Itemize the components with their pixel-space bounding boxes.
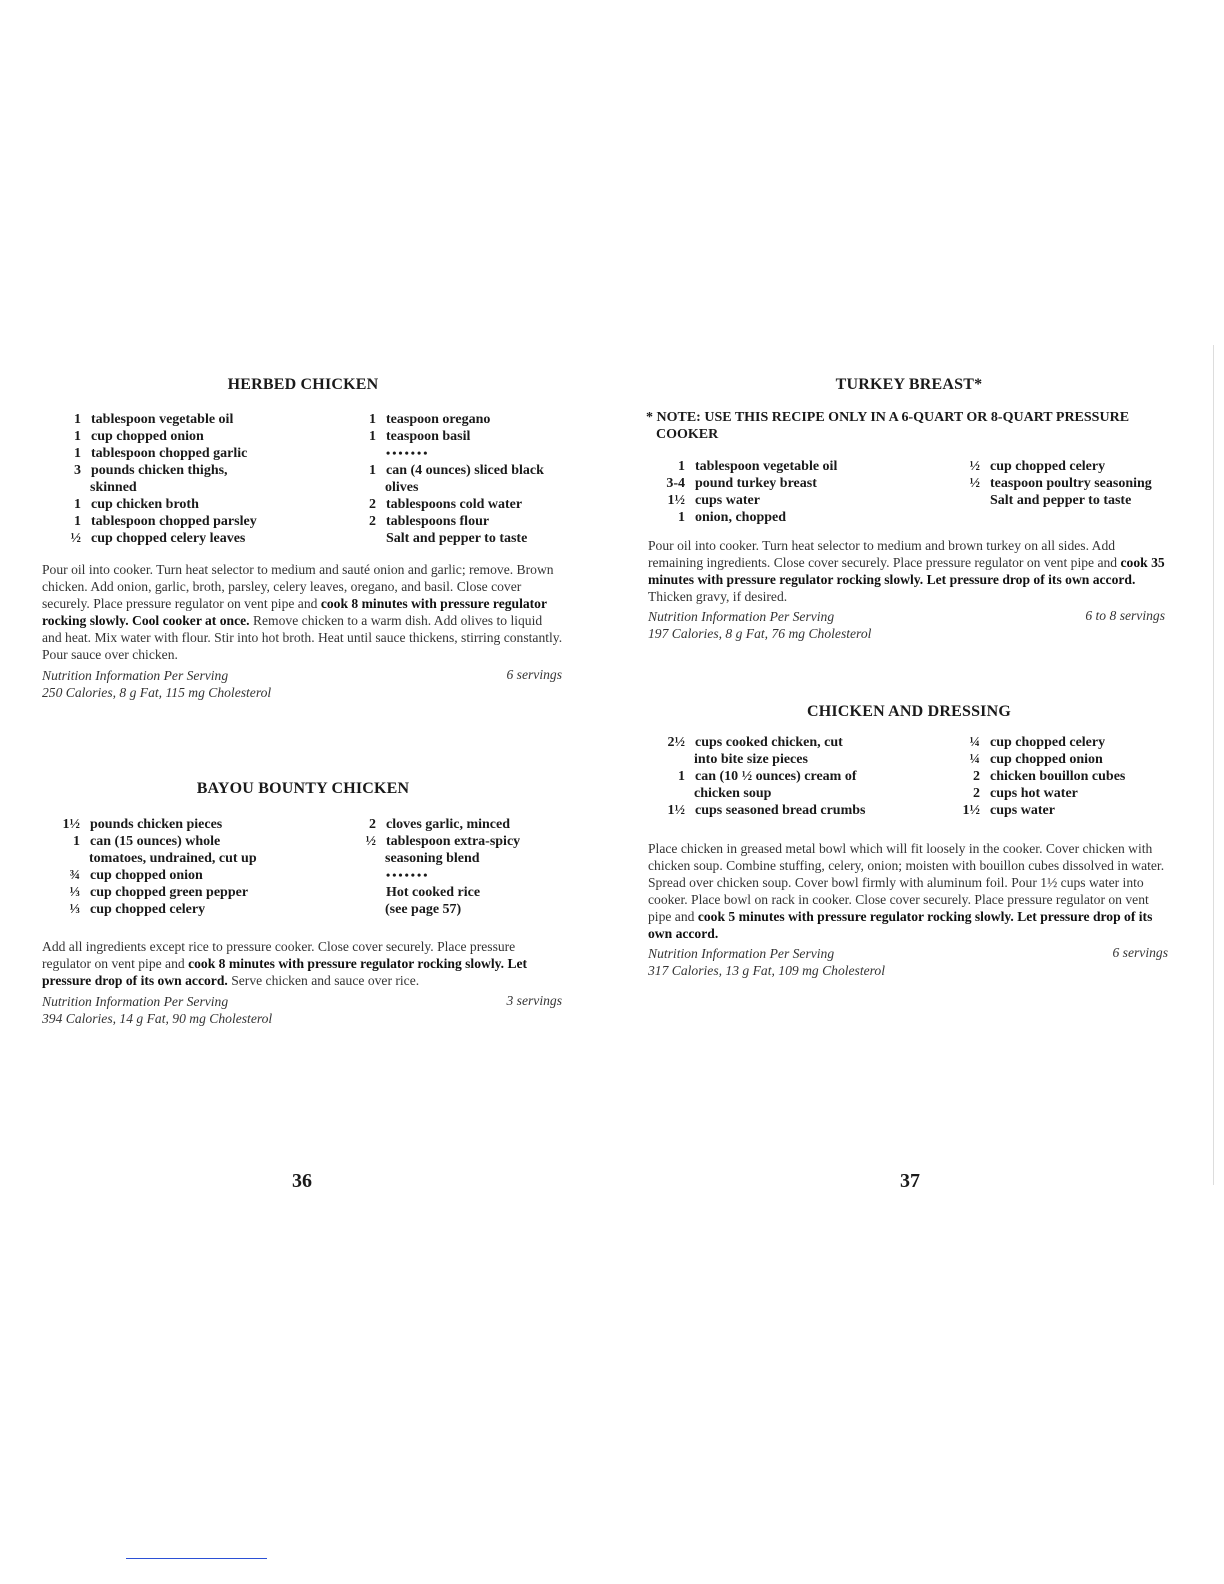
footer-rule bbox=[126, 1558, 267, 1559]
ingredient-row bbox=[644, 802, 1174, 819]
ingredient-row bbox=[40, 816, 570, 833]
chicken-and-dressing-nutrition-values: 317 Calories, 13 g Fat, 109 mg Cholesterol bbox=[648, 963, 886, 978]
ingredient-quantity: 3 bbox=[74, 463, 81, 478]
chicken-and-dressing-nutrition-label: Nutrition Information Per Serving bbox=[648, 946, 835, 961]
bayou-bounty-chicken-servings: 3 servings bbox=[506, 993, 562, 1008]
ingredient-quantity: 1 bbox=[74, 429, 81, 444]
ingredient-row bbox=[40, 884, 570, 901]
ingredient-quantity: ⅓ bbox=[69, 902, 80, 917]
ingredient-quantity: 2 bbox=[369, 514, 376, 529]
ingredient-row bbox=[40, 496, 570, 513]
ingredient-quantity: ¼ bbox=[969, 752, 980, 767]
ingredient-quantity: ½ bbox=[365, 834, 376, 849]
ingredient-quantity: 1 bbox=[678, 510, 685, 525]
ingredient-text: ••••••• bbox=[386, 446, 430, 460]
ingredient-text: tablespoon vegetable oil bbox=[695, 459, 838, 474]
ingredient-text: tablespoons cold water bbox=[386, 497, 523, 512]
ingredient-text: cup chopped onion bbox=[91, 429, 204, 444]
herbed-chicken-ingredients-right bbox=[40, 411, 570, 547]
turkey-breast-title: TURKEY BREAST* bbox=[835, 376, 983, 393]
ingredient-text: tablespoon extra-spicy bbox=[386, 834, 521, 849]
ingredient-text: cups hot water bbox=[990, 786, 1078, 801]
ingredient-row-continued bbox=[40, 850, 570, 867]
ingredient-quantity-spacer bbox=[40, 850, 376, 867]
ingredient-row bbox=[644, 492, 1174, 509]
ingredient-text: cups water bbox=[990, 803, 1055, 818]
ingredient-row bbox=[40, 428, 570, 445]
ingredient-quantity bbox=[40, 867, 376, 884]
ingredient-row bbox=[643, 509, 943, 526]
ingredient-text: can (4 ounces) sliced black bbox=[386, 463, 544, 478]
ingredient-quantity bbox=[40, 445, 376, 462]
ingredient-quantity: 1 bbox=[74, 446, 81, 461]
ingredient-text: cup chopped celery leaves bbox=[91, 531, 246, 546]
ingredient-quantity bbox=[40, 884, 376, 901]
ingredient-text: teaspoon oregano bbox=[386, 412, 491, 427]
ingredient-row bbox=[40, 462, 570, 479]
ingredient-quantity: 1 bbox=[678, 769, 685, 784]
turkey-breast-nutrition-values: 197 Calories, 8 g Fat, 76 mg Cholesterol bbox=[648, 626, 872, 641]
ingredient-text: pounds chicken thighs, bbox=[91, 463, 228, 478]
turkey-breast-nutrition-label: Nutrition Information Per Serving bbox=[648, 609, 835, 624]
page-number-left: 36 bbox=[292, 1170, 312, 1192]
ingredient-quantity: 1 bbox=[369, 429, 376, 444]
ingredient-quantity: 1 bbox=[369, 412, 376, 427]
ingredient-quantity: 1 bbox=[369, 463, 376, 478]
ingredient-quantity: 1 bbox=[74, 497, 81, 512]
ingredient-text: can (10 ½ ounces) cream of bbox=[695, 769, 857, 784]
ingredient-quantity: 2 bbox=[369, 817, 376, 832]
chicken-and-dressing-servings: 6 servings bbox=[1112, 945, 1168, 960]
ingredient-text: chicken bouillon cubes bbox=[990, 769, 1126, 784]
ingredient-quantity: 1 bbox=[678, 459, 685, 474]
ingredient-row bbox=[644, 475, 1174, 492]
ingredient-text: cup chopped green pepper bbox=[90, 885, 249, 900]
ingredient-text: cup chicken broth bbox=[91, 497, 199, 512]
ingredient-quantity: 1½ bbox=[667, 803, 685, 818]
ingredient-quantity: 2 bbox=[973, 786, 980, 801]
ingredient-text: cups cooked chicken, cut bbox=[695, 735, 843, 750]
ingredient-row bbox=[644, 734, 1174, 751]
chicken-and-dressing-ingredients-right bbox=[644, 734, 1174, 819]
herbed-chicken-servings: 6 servings bbox=[506, 667, 562, 682]
ingredient-quantity: 1 bbox=[74, 412, 81, 427]
ingredient-text: Salt and pepper to taste bbox=[386, 531, 528, 546]
ingredient-quantity: 2 bbox=[369, 497, 376, 512]
chicken-and-dressing-title: CHICKEN AND DRESSING bbox=[806, 703, 1012, 720]
ingredient-row bbox=[40, 530, 570, 547]
ingredient-quantity: ½ bbox=[969, 459, 980, 474]
ingredient-row bbox=[644, 768, 1174, 785]
page-edge-line bbox=[1213, 345, 1214, 1185]
ingredient-text: cloves garlic, minced bbox=[386, 817, 511, 832]
ingredient-text-continued: olives bbox=[385, 480, 419, 495]
turkey-breast-ingredients-right bbox=[644, 458, 1174, 509]
ingredient-text: cup chopped celery bbox=[90, 902, 206, 917]
ingredient-text: tablespoon vegetable oil bbox=[91, 412, 234, 427]
ingredient-text: cup chopped celery bbox=[990, 735, 1106, 750]
ingredient-quantity bbox=[644, 492, 980, 509]
ingredient-row-continued bbox=[40, 901, 570, 918]
ingredient-quantity: 1 bbox=[74, 514, 81, 529]
ingredient-row bbox=[644, 751, 1174, 768]
ingredient-quantity: ½ bbox=[969, 476, 980, 491]
ingredient-text: teaspoon basil bbox=[386, 429, 471, 444]
ingredient-quantity: 2 bbox=[973, 769, 980, 784]
ingredient-text-continued: chicken soup bbox=[694, 786, 772, 801]
ingredient-quantity: 1½ bbox=[962, 803, 980, 818]
bayou-bounty-chicken-nutrition-values: 394 Calories, 14 g Fat, 90 mg Cholesterol bbox=[42, 1011, 273, 1026]
herbed-chicken-title: HERBED CHICKEN bbox=[227, 376, 379, 393]
ingredient-row bbox=[40, 867, 570, 884]
ingredient-quantity: ¼ bbox=[969, 735, 980, 750]
ingredient-quantity: ½ bbox=[70, 531, 81, 546]
bayou-bounty-chicken-directions: Add all ingredients except rice to pressure cooker. Close cover securely. Place pressure regulator on vent pipe and cook 8 minutes with pressure regulator rocking slowly. Let pressure drop of its own accord. Serve chicken and sauce over rice. bbox=[42, 939, 528, 988]
ingredient-text: tablespoon chopped parsley bbox=[91, 514, 257, 529]
ingredient-text: onion, chopped bbox=[695, 510, 787, 525]
bayou-bounty-chicken-ingredients-right bbox=[40, 816, 570, 918]
bayou-bounty-chicken-title: BAYOU BOUNTY CHICKEN bbox=[196, 780, 410, 797]
ingredient-quantity: 1½ bbox=[62, 817, 80, 832]
ingredient-row bbox=[644, 785, 1174, 802]
page-number-right: 37 bbox=[900, 1170, 920, 1192]
ingredient-text-continued: skinned bbox=[90, 480, 137, 495]
ingredient-row bbox=[40, 445, 570, 462]
turkey-breast-directions: Pour oil into cooker. Turn heat selector to medium and brown turkey on all sides. Add remaining ingredients. Close cover securely. Place pressure regulator on vent pipe and cook 35 minutes with pressure regulator rocking slowly. Let pressure drop of its own accord. Thicken gravy, if desired. bbox=[648, 538, 1165, 604]
turkey-breast-servings: 6 to 8 servings bbox=[1085, 608, 1165, 623]
ingredient-text: pounds chicken pieces bbox=[90, 817, 223, 832]
ingredient-text-continued: tomatoes, undrained, cut up bbox=[89, 851, 257, 866]
chicken-and-dressing-directions: Place chicken in greased metal bowl which will fit loosely in the cooker. Cover chicken with chicken soup. Combine stuffing, celery, onion; moisten with bouillon cubes dissolved in water. Spread over chicken soup. Cover bowl firmly with aluminum foil. Pour 1½ cups water into cooker. Place bowl on rack in cooker. Close cover securely. Place pressure regulator on vent pipe and cook 5 minutes with pressure regulator rocking slowly. Let pressure drop of its own accord. bbox=[648, 841, 1165, 941]
ingredient-quantity bbox=[40, 530, 376, 547]
ingredient-text: cup chopped onion bbox=[90, 868, 203, 883]
ingredient-text-continued: seasoning blend bbox=[385, 851, 480, 866]
ingredient-text: ••••••• bbox=[386, 868, 430, 882]
ingredient-text: cup chopped onion bbox=[990, 752, 1103, 767]
ingredient-text: Hot cooked rice bbox=[386, 885, 481, 900]
ingredient-text-continued: (see page 57) bbox=[385, 902, 462, 917]
ingredient-text: Salt and pepper to taste bbox=[990, 493, 1132, 508]
ingredient-quantity: ⅓ bbox=[69, 885, 80, 900]
ingredient-row bbox=[40, 833, 570, 850]
ingredient-quantity: 3-4 bbox=[666, 476, 685, 491]
ingredient-quantity: ¾ bbox=[69, 868, 80, 883]
ingredient-quantity: 1 bbox=[73, 834, 80, 849]
turkey-breast-note: * NOTE: USE THIS RECIPE ONLY IN A 6-QUART OR 8-QUART PRESSURE COOKER bbox=[646, 410, 1130, 442]
ingredient-quantity-spacer bbox=[40, 479, 376, 496]
ingredient-row bbox=[644, 458, 1174, 475]
ingredient-text-continued: into bite size pieces bbox=[694, 752, 808, 767]
ingredient-text: cups water bbox=[695, 493, 760, 508]
herbed-chicken-directions: Pour oil into cooker. Turn heat selector to medium and sauté onion and garlic; remove. Brown chicken. Add onion, garlic, broth, parsley, celery leaves, oregano, and basil. Close cover securely. Place pressure regulator on vent pipe and cook 8 minutes with pressure regulator rocking slowly. Cool cooker at once. Remove chicken to a warm dish. Add olives to liquid and heat. Mix water with flour. Stir into hot broth. Heat until sauce thickens, stirring constantly. Pour sauce over chicken. bbox=[42, 562, 563, 662]
bayou-bounty-chicken-nutrition-label: Nutrition Information Per Serving bbox=[42, 994, 229, 1009]
ingredient-text: cup chopped celery bbox=[990, 459, 1106, 474]
herbed-chicken-nutrition-values: 250 Calories, 8 g Fat, 115 mg Cholesterol bbox=[42, 685, 272, 700]
ingredient-text: teaspoon poultry seasoning bbox=[990, 476, 1152, 491]
ingredient-row-continued bbox=[40, 479, 570, 496]
ingredient-text: cups seasoned bread crumbs bbox=[695, 803, 866, 818]
ingredient-quantity: 1½ bbox=[667, 493, 685, 508]
ingredient-text: tablespoons flour bbox=[386, 514, 490, 529]
herbed-chicken-nutrition-label: Nutrition Information Per Serving bbox=[42, 668, 229, 683]
ingredient-text: pound turkey breast bbox=[695, 476, 817, 491]
ingredient-quantity: 2½ bbox=[667, 735, 685, 750]
ingredient-quantity-spacer bbox=[40, 901, 376, 918]
ingredient-text: tablespoon chopped garlic bbox=[91, 446, 248, 461]
ingredient-text: can (15 ounces) whole bbox=[90, 834, 221, 849]
ingredient-row bbox=[40, 513, 570, 530]
ingredient-row bbox=[40, 411, 570, 428]
